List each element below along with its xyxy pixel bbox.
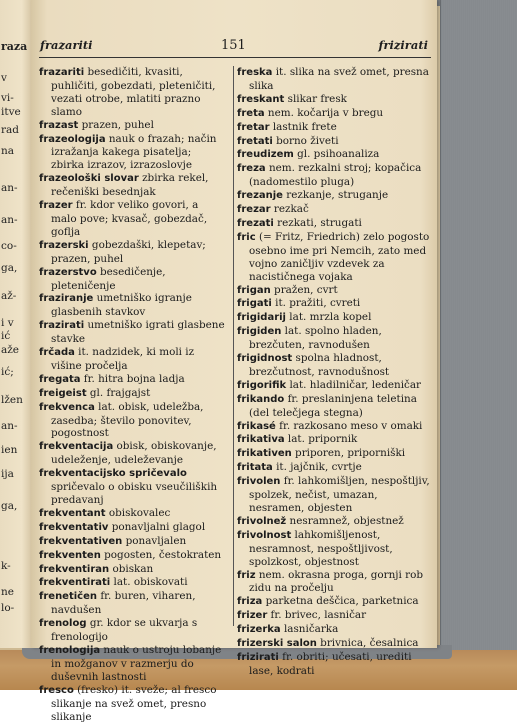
dictionary-entry [237, 651, 431, 678]
entry-definition: spričevalo o obisku vseučiliških predavanj [51, 481, 218, 506]
entry-definition: nem. kočarija v bregu [264, 106, 384, 119]
dictionary-entry [237, 203, 431, 217]
dictionary-entry [39, 563, 227, 577]
left-page-fragment: v [1, 72, 7, 84]
entry-headword: frekventativ [39, 521, 109, 533]
entry-definition: lat. hladilničar, ledeničar [286, 378, 422, 391]
book-cover-cloth [440, 0, 517, 690]
dictionary-entry [237, 515, 431, 529]
dictionary-entry [39, 199, 227, 239]
dictionary-entry [237, 609, 431, 623]
dictionary-entry [237, 135, 431, 149]
entry-headword: fritata [237, 462, 273, 474]
entry-headword: frezanje [237, 190, 283, 202]
header-rule [39, 57, 431, 58]
left-page-fragment: rad [1, 124, 20, 136]
dictionary-entry [237, 595, 431, 609]
entry-headword: frčada [39, 347, 75, 359]
dictionary-entry [39, 373, 227, 387]
left-page-edge [0, 0, 32, 648]
left-page-fragment: an- [1, 214, 18, 226]
entry-definition: brivnica, česalnica [316, 637, 419, 650]
running-head-left: frazariti [40, 38, 93, 52]
dictionary-entry [237, 569, 431, 596]
entry-headword: frigati [237, 298, 272, 310]
dictionary-entry [39, 239, 227, 266]
dictionary-entry [237, 162, 431, 189]
entry-definition: slikar fresk [284, 92, 347, 105]
left-page-fragment: aže [1, 344, 20, 356]
entry-headword: frigan [237, 284, 271, 296]
entry-headword: fretati [237, 135, 273, 147]
dictionary-entry [237, 529, 431, 569]
entry-definition: fr. hitra bojna ladja [80, 372, 185, 385]
entry-definition: zbirka rekel, rečeniški besednjak [51, 172, 209, 199]
dictionary-entry [237, 107, 431, 121]
entry-definition: lastnik frete [269, 120, 337, 133]
left-page-fragment: ić [1, 330, 11, 342]
entry-definition: umetniško igrati glasbene stavke [51, 319, 225, 346]
entry-headword: frikativen [237, 448, 292, 460]
entry-headword: frekventen [39, 549, 101, 561]
dictionary-entry [39, 549, 227, 563]
entry-definition: nauk o ustroju lobanje in možganov v razmerju do duševnih lastnosti [51, 643, 222, 683]
dictionary-entry [39, 590, 227, 617]
entry-definition: nem. rezkalni stroj; kopačica (nadomestilo pluga) [249, 162, 422, 189]
entry-headword: frivolen [237, 476, 281, 488]
left-column [39, 66, 234, 723]
dictionary-entry [39, 401, 227, 441]
entry-headword: frazariti [39, 67, 85, 78]
entry-headword: freska [237, 67, 273, 78]
entry-headword: frigidarij [237, 312, 286, 324]
dictionary-entry [237, 379, 431, 393]
left-page-fragment: lžen [1, 394, 23, 406]
dictionary-entry [237, 352, 431, 379]
entry-definition: lat. pripornik [284, 433, 358, 446]
entry-headword: frazeologija [39, 133, 106, 145]
page-number: 151 [221, 38, 246, 53]
entry-headword: frizerka [237, 624, 281, 636]
entry-headword: freza [237, 163, 266, 175]
entry-definition: fr. brivec, lasničar [267, 609, 367, 622]
entry-definition: fr. lahkomišljen, nespoštljiv, spolzek, nečist, umazan, nesramen, objesten [249, 475, 430, 514]
dictionary-entry [39, 292, 227, 319]
left-page-fragment: itve [1, 106, 21, 118]
entry-definition: fr. kdor veliko govori, a malo pove; kvasač, gobezdač, goflja [51, 199, 208, 238]
entry-headword: fresco [39, 684, 74, 696]
entry-definition: pogosten, čestokraten [100, 548, 222, 561]
entry-headword: frekventativen [39, 535, 123, 547]
entry-definition: it. slika na svež omet, presna slika [249, 66, 429, 92]
entry-definition: it. pražiti, cvreti [271, 297, 361, 310]
dictionary-entry [39, 387, 227, 401]
entry-headword: frekventacijsko spričevalo [39, 468, 187, 480]
running-head-right: frizirati [378, 38, 428, 52]
entry-definition: rezkanje, struganje [282, 189, 389, 202]
dictionary-entry [39, 521, 227, 535]
entry-definition: fr. obriti; učesati, urediti lase, kodrati [249, 650, 412, 677]
entry-headword: frekventant [39, 507, 106, 519]
entry-definition: gl. psihoanaliza [293, 148, 380, 161]
entry-definition: spolna hladnost, brezčutnost, ravnodušnost [249, 352, 390, 378]
dictionary-entry [39, 576, 227, 590]
dictionary-entry [237, 217, 431, 231]
entry-headword: frekventirati [39, 577, 111, 589]
entry-headword: frigiden [237, 326, 282, 338]
entry-definition: besedičenje, pleteničenje [51, 265, 166, 292]
entry-headword: fric [237, 231, 256, 243]
dictionary-entry [39, 440, 227, 467]
dictionary-entry [237, 475, 431, 515]
dictionary-entry [237, 623, 431, 637]
entry-headword: frazerski [39, 239, 89, 251]
dictionary-entry [39, 644, 227, 684]
entry-definition: gl. frajgajst [86, 386, 151, 399]
dictionary-entry [237, 420, 431, 434]
dictionary-entry [39, 507, 227, 521]
dictionary-entry [39, 66, 227, 119]
dictionary-entry [39, 319, 227, 346]
left-page-fragment: co- [1, 240, 17, 252]
entry-definition: obiskovalec [105, 506, 171, 519]
entry-definition: borno živeti [272, 134, 339, 147]
left-page-fragment: an- [1, 182, 18, 194]
left-page-fragment: ga, [1, 262, 18, 274]
dictionary-entry [237, 93, 431, 107]
entry-headword: frazast [39, 119, 79, 131]
left-page-fragment: na [1, 145, 15, 157]
dictionary-entry [39, 172, 227, 199]
left-page-fragment: ić; [1, 366, 14, 378]
dictionary-entry [39, 266, 227, 293]
left-page-fragment: ien [1, 444, 18, 456]
entry-definition: fr. razkosano meso v omaki [275, 419, 423, 432]
entry-definition: lat. spolno hladen, brezčuten, ravnodušen [249, 325, 382, 352]
dictionary-entry [237, 433, 431, 447]
dictionary-entry [237, 297, 431, 311]
entry-headword: freigeist [39, 387, 87, 399]
entry-headword: frikasé [237, 420, 276, 432]
dictionary-entry [39, 467, 227, 507]
dictionary-entry [237, 637, 431, 651]
entry-definition: (= Fritz, Friedrich) zelo pogosto osebno ime pri Nemcih, zato med vojno zaničljiv vzdevek za nacističnega vojaka [249, 230, 430, 283]
dictionary-entry [237, 311, 431, 325]
entry-definition: fr. buren, viharen, navdušen [51, 590, 196, 617]
entry-definition: parketna deščica, parketnica [262, 595, 419, 608]
left-page-fragment: an- [1, 420, 18, 432]
entry-definition: prazen, puhel [78, 118, 154, 131]
entry-headword: frenologija [39, 644, 101, 656]
entry-headword: frizirati [237, 651, 279, 663]
entry-headword: frenolog [39, 618, 87, 630]
entry-headword: freudizem [237, 149, 294, 161]
entry-headword: fregata [39, 373, 81, 385]
entry-definition: it. nadzidek, ki moli iz višine pročelja [51, 346, 195, 372]
entry-headword: frikativa [237, 434, 285, 446]
entry-definition: lahkomišljenost, nesramnost, nespoštljivost, spolzkost, objestnost [249, 528, 393, 568]
entry-definition: lat. mrzla kopel [286, 311, 372, 324]
entry-headword: frizer [237, 610, 268, 622]
entry-headword: freta [237, 107, 265, 119]
dictionary-entry [237, 447, 431, 461]
dictionary-entry [237, 393, 431, 420]
entry-headword: frivolnost [237, 529, 292, 541]
left-page-fragment: raza [1, 40, 28, 53]
dictionary-entry [237, 148, 431, 162]
entry-definition: rezkač [270, 203, 309, 216]
dictionary-entry [237, 461, 431, 475]
entry-definition: priporen, priporniški [291, 447, 406, 460]
dictionary-page [31, 0, 437, 723]
entry-headword: frazer [39, 200, 73, 212]
entry-headword: frazeološki slovar [39, 173, 139, 185]
entry-definition: pražen, cvrt [270, 283, 338, 296]
dictionary-entry [39, 535, 227, 549]
dictionary-entry [237, 66, 431, 93]
entry-definition: lat. obisk, udeležba, zasedba; število ponovitev, pogostnost [51, 400, 204, 440]
entry-headword: friza [237, 596, 263, 608]
entry-definition: ponavljalen [122, 534, 187, 547]
dictionary-entry [39, 133, 227, 173]
entry-headword: frivolnež [237, 515, 287, 527]
entry-headword: frezati [237, 217, 274, 229]
entry-definition: lat. obiskovati [110, 576, 188, 589]
entry-definition: umetniško igranje glasbenih stavkov [51, 292, 192, 319]
entry-headword: fraziranje [39, 293, 94, 305]
left-page-fragment: i v [1, 317, 14, 329]
left-page-fragment: k- [1, 560, 11, 572]
left-page-fragment: lo- [1, 602, 15, 614]
entry-headword: frigorifik [237, 379, 287, 391]
entry-definition: rezkati, strugati [273, 216, 362, 229]
entry-headword: frekventacija [39, 441, 114, 453]
entry-definition: lasničarka [280, 623, 339, 636]
entry-definition: nem. okrasna proga, gornji rob zidu na pročelju [249, 568, 423, 595]
entry-definition: besedičiti, kvasiti, puhličiti, gobezdati, pleteničiti, vezati otrobe, mlatiti prazno slamo [51, 66, 216, 118]
entry-headword: frazirati [39, 320, 85, 332]
entry-definition: gr. kdor se ukvarja s frenologijo [51, 617, 198, 644]
dictionary-entry [237, 189, 431, 203]
entry-definition: nauk o frazah; način izražanja kakega pisatelja; zbirka izrazov, izrazoslovje [51, 132, 217, 172]
left-page-fragment: vi- [1, 92, 14, 104]
entry-definition: nesramnež, objestnež [286, 514, 404, 527]
entry-definition: gobezdaški, klepetav; prazen, puhel [51, 238, 206, 265]
entry-definition: fr. preslaninjena teletina (del telečjega stegna) [249, 392, 417, 419]
entry-headword: friz [237, 569, 256, 581]
dictionary-entry [237, 121, 431, 135]
left-page-fragment: až- [1, 290, 17, 302]
entry-headword: frekvenca [39, 401, 95, 413]
right-column [237, 66, 431, 678]
left-page-fragment: ga, [1, 500, 18, 512]
entry-headword: frigidnost [237, 353, 293, 365]
entry-definition: (fresko) it. sveže; al fresco slikanje na svež omet, presno slikanje [51, 683, 217, 723]
entry-headword: frekventiran [39, 563, 110, 575]
dictionary-entry [39, 119, 227, 133]
entry-definition: obisk, obiskovanje, udeleženje, udeleževanje [51, 440, 217, 467]
entry-definition: ponavljalni glagol [108, 520, 206, 533]
left-page-fragment: ija [1, 468, 14, 480]
left-page-fragment: ne [1, 586, 14, 598]
entry-headword: freskant [237, 93, 285, 105]
entry-headword: frazerstvo [39, 266, 97, 278]
entry-headword: frizerski salon [237, 638, 317, 650]
entry-headword: frezar [237, 204, 271, 216]
dictionary-entry [237, 284, 431, 298]
entry-headword: frenetičen [39, 591, 98, 603]
dictionary-entry [237, 231, 431, 284]
entry-definition: it. jajčnik, cvrtje [272, 461, 362, 474]
entry-definition: obiskan [109, 562, 154, 575]
entry-headword: fretar [237, 121, 270, 133]
dictionary-entry [39, 617, 227, 644]
dictionary-entry [237, 325, 431, 352]
entry-headword: frikando [237, 393, 285, 405]
dictionary-entry [39, 346, 227, 373]
